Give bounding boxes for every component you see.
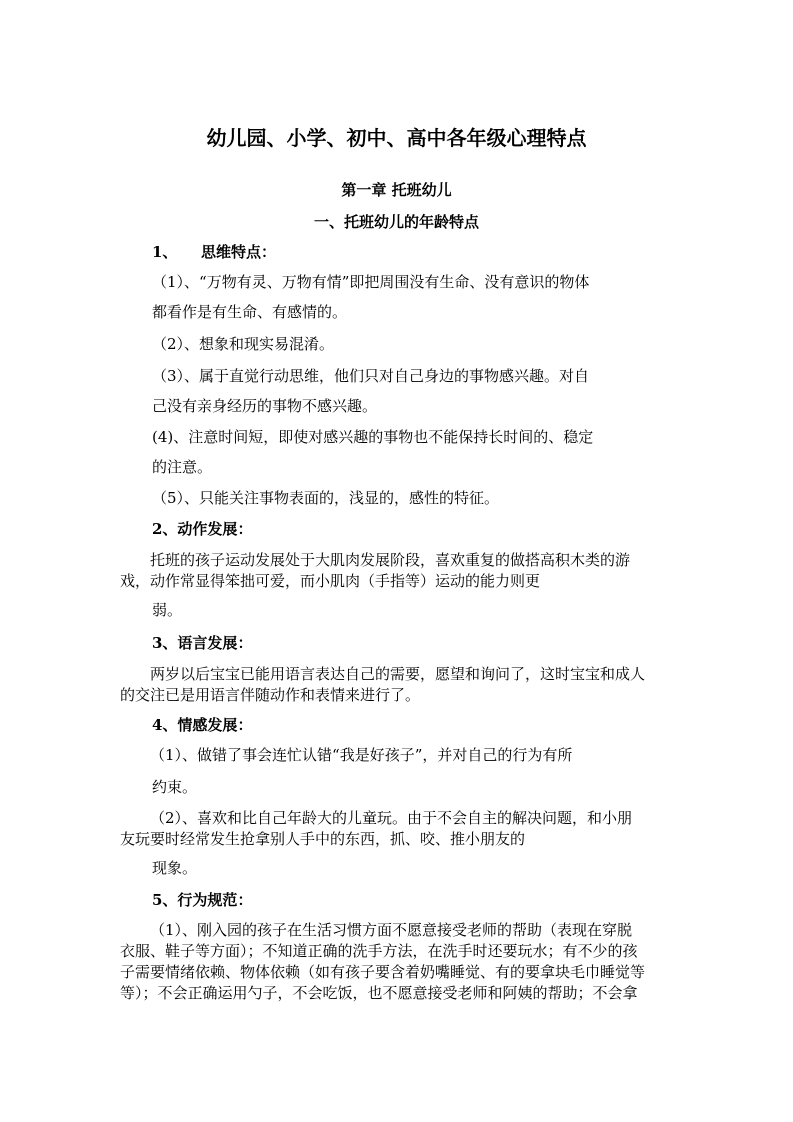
paragraph-line: 的交注已是用语言伴随动作和表情来进行了。 — [120, 686, 421, 704]
paragraph-line: 衣服、鞋子等方面）；不知道正确的洗手方法，在洗手时还要玩水；有不少的孩 — [120, 942, 638, 960]
emotion-heading: 4、情感发展： — [152, 716, 253, 734]
motor-heading: 2、动作发展： — [152, 520, 253, 538]
thinking-heading: 思维特点： — [201, 243, 277, 261]
chapter-title: 第一章 托班幼儿 — [341, 181, 452, 199]
paragraph-line: 托班的孩子运动发展处于大肌肉发展阶段，喜欢重复的做搭高积木类的游 — [150, 551, 631, 569]
paragraph-line: 约束。 — [152, 778, 198, 796]
paragraph-line: （1）、做错了事会连忙认错“我是好孩子”，并对自己的行为有所 — [150, 746, 573, 764]
paragraph-line: 都看作是有生命、有感情的。 — [152, 303, 348, 321]
behavior-heading: 5、行为规范： — [152, 891, 253, 909]
paragraph-line: （2）、想象和现实易混淆。 — [152, 335, 335, 353]
paragraph-line: 子需要情绪依赖、物体依赖（如有孩子要含着奶嘴睡觉、有的要拿块毛巾睡觉等 — [120, 963, 646, 981]
document-title: 幼儿园、小学、初中、高中各年级心理特点 — [206, 126, 587, 150]
thinking-number: 1、 — [152, 243, 178, 261]
paragraph-line: （2）、喜欢和比自己年龄大的儿童玩。由于不会自主的解决问题，和小朋 — [150, 809, 633, 827]
paragraph-line: 等）；不会正确运用勺子，不会吃饭，也不愿意接受老师和阿姨的帮助；不会拿 — [120, 984, 638, 1002]
paragraph-line: 的注意。 — [152, 458, 213, 476]
paragraph-line: 友玩要时经常发生抢拿别人手中的东西，抓、咬、推小朋友的 — [120, 830, 526, 848]
paragraph-line: （1）、刚入园的孩子在生活习惯方面不愿意接受老师的帮助（表现在穿脱 — [150, 921, 633, 939]
paragraph-line: 现象。 — [152, 859, 198, 877]
paragraph-line: 两岁以后宝宝已能用语言表达自己的需要，愿望和询问了，这时宝宝和成人 — [150, 665, 646, 683]
paragraph-line: 弱。 — [152, 601, 183, 619]
paragraph-line: 戏，动作常显得笨拙可爱，而小肌肉（手指等）运动的能力则更 — [120, 572, 541, 590]
section-title: 一、托班幼儿的年龄特点 — [313, 213, 479, 231]
paragraph-line: （5）、只能关注事物表面的，浅显的，感性的特征。 — [152, 489, 500, 507]
paragraph-line: 己没有亲身经历的事物不感兴趣。 — [152, 397, 378, 415]
paragraph-line: （3）、属于直觉行动思维，他们只对自己身边的事物感兴趣。对自 — [152, 367, 590, 385]
paragraph-line: (4)、注意时间短，即使对感兴趣的事物也不能保持长时间的、稳定 — [152, 428, 594, 446]
language-heading: 3、语言发展： — [152, 634, 253, 652]
paragraph-line: （1）、“万物有灵、万物有情”即把周围没有生命、没有意识的物体 — [152, 273, 590, 291]
